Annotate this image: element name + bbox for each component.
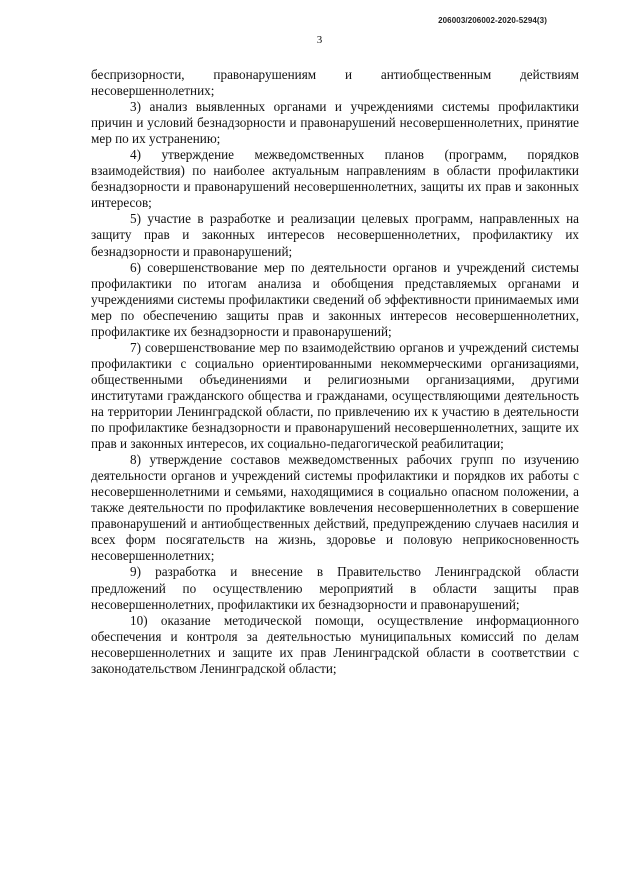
paragraph-continuation: беспризорности, правонарушениям и антиобщественным действиям несовершеннолетних; (91, 67, 579, 99)
paragraph-item-7: 7) совершенствование мер по взаимодействию органов и учреждений системы профилактики с социально ориентированными некоммерческими организациями, общественными объединениями и религиозными организациями, другими институтами гражданского общества и гражданами, осуществляющими деятельность на территории Ленинградской области, по привлечению их к участию в деятельности по профилактике безнадзорности и правонарушений несовершеннолетних, защите их прав и законных интересов, их социально-педагогической реабилитации; (91, 339, 579, 452)
paragraph-item-10: 10) оказание методической помощи, осуществление информационного обеспечения и контроля за деятельностью муниципальных комиссий по делам несовершеннолетних и защите их прав Ленинградской области в соответствии с законодательством Ленинградской области; (91, 612, 579, 676)
paragraph-item-9: 9) разработка и внесение в Правительство Ленинградской области предложений по осуществлению мероприятий в области защиты прав несовершеннолетних, профилактики их безнадзорности и правонарушений; (91, 564, 579, 612)
document-body (91, 67, 579, 677)
paragraph-item-4: 4) утверждение межведомственных планов (программ, порядков взаимодействия) по наиболее актуальным направлениям в области профилактики безнадзорности и правонарушений несовершеннолетних, защиты их прав и законных интересов; (91, 147, 579, 211)
paragraph-item-6: 6) совершенствование мер по деятельности органов и учреждений системы профилактики по итогам анализа и обобщения представляемых органами и учреждениями системы профилактики сведений об эффективности принимаемых ими мер по обеспечению защиты прав и законных интересов несовершеннолетних, профилактике их безнадзорности и правонарушений; (91, 259, 579, 339)
paragraph-item-5: 5) участие в разработке и реализации целевых программ, направленных на защиту прав и законных интересов несовершеннолетних, профилактику их безнадзорности и правонарушений; (91, 211, 579, 259)
paragraph-item-8: 8) утверждение составов межведомственных рабочих групп по изучению деятельности органов и учреждений системы профилактики и порядков их работы с несовершеннолетними и семьями, находящимися в социально опасном положении, а также деятельности по профилактике вовлечения несовершеннолетних в совершение правонарушений и антиобщественных действий, предупреждению случаев насилия и всех форм посягательств на жизнь, здоровье и половую неприкосновенность несовершеннолетних; (91, 452, 579, 564)
page-number: 3 (316, 34, 323, 46)
document-registration-number: 206003/206002-2020-5294(3) (438, 16, 547, 25)
paragraph-item-3: 3) анализ выявленных органами и учреждениями системы профилактики причин и условий безнадзорности и правонарушений несовершеннолетних, принятие мер по их устранению; (91, 99, 579, 147)
